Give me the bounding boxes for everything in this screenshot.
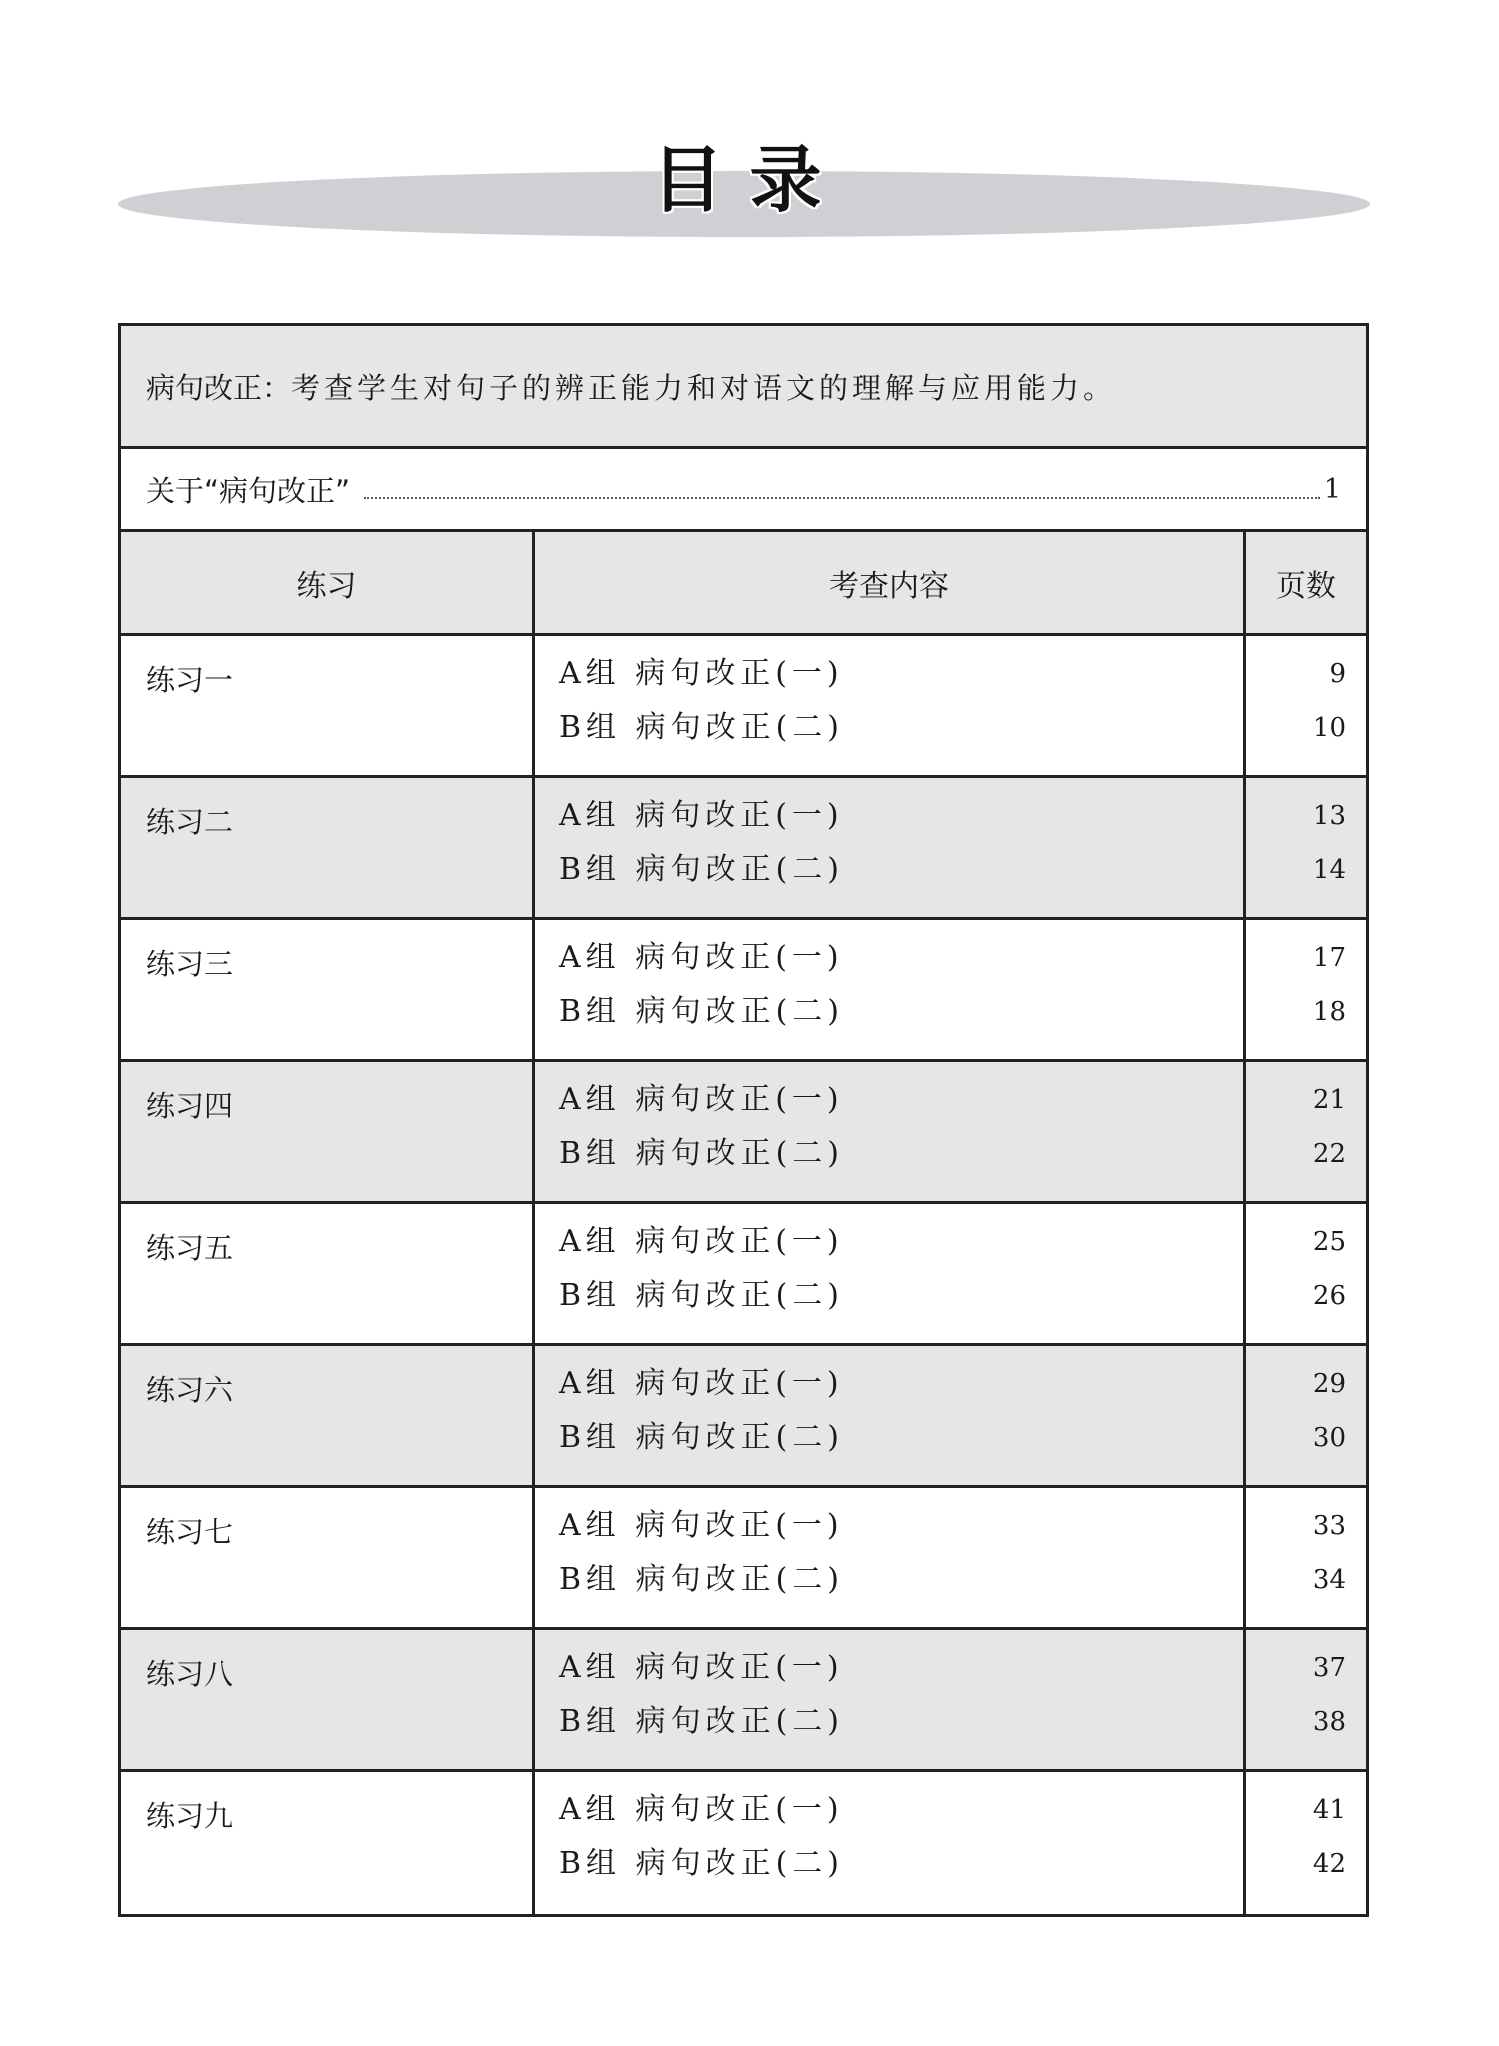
content-item-b[interactable]: B组 病句改正(二) [559,1562,844,1597]
exercise-pages [1246,920,1366,1059]
page-title: 目录 [651,138,848,222]
table-row [121,1488,1366,1630]
table-row [121,1630,1366,1772]
page-number-a: 29 [1312,1369,1346,1399]
exercise-contents [535,1772,1246,1914]
content-item-b[interactable]: B组 病句改正(二) [559,1278,844,1313]
toc-entry-page: 1 [1323,473,1341,505]
exercise-contents [535,1062,1246,1201]
exercise-contents [535,920,1246,1059]
dot-leader [364,479,1320,499]
page-number-b: 14 [1312,855,1346,885]
exercise-pages [1246,1346,1366,1485]
exercise-name: 练习六 [121,1346,535,1485]
exercise-name: 练习二 [121,778,535,917]
page-number-b: 18 [1312,997,1346,1027]
page-number-a: 13 [1312,801,1346,831]
content-item-a[interactable]: A组 病句改正(一) [559,656,844,691]
page-number-b: 30 [1312,1423,1346,1453]
exercise-contents [535,1488,1246,1627]
content-item-b[interactable]: B组 病句改正(二) [559,710,844,745]
toc-entry-intro[interactable] [121,449,1366,532]
exercise-name: 练习四 [121,1062,535,1201]
exercise-pages [1246,1062,1366,1201]
exercise-contents [535,1346,1246,1485]
content-item-b[interactable]: B组 病句改正(二) [559,1846,844,1881]
page-number-a: 25 [1312,1227,1346,1257]
section-description [121,326,1366,449]
exercise-contents [535,1630,1246,1769]
header-content: 考查内容 [535,532,1246,633]
table-row [121,1204,1366,1346]
page-number-a: 33 [1312,1511,1346,1541]
section-description-text: 考查学生对句子的辨正能力和对语文的理解与应用能力。 [291,370,1117,405]
section-lead: 病句改正： [146,370,292,405]
page-number-a: 21 [1312,1085,1346,1115]
content-item-b[interactable]: B组 病句改正(二) [559,852,844,887]
header-page: 页数 [1276,568,1336,604]
toc-entry-label: 关于“病句改正” [146,473,351,508]
page-number-b: 34 [1312,1565,1346,1595]
exercise-contents [535,636,1246,775]
exercise-name: 练习八 [121,1630,535,1769]
content-item-b[interactable]: B组 病句改正(二) [559,1136,844,1171]
content-item-b[interactable]: B组 病句改正(二) [559,1420,844,1455]
exercise-contents [535,778,1246,917]
content-item-a[interactable]: A组 病句改正(一) [559,1650,844,1685]
page-number-a: 41 [1312,1795,1346,1825]
exercise-name: 练习一 [121,636,535,775]
exercise-name: 练习七 [121,1488,535,1627]
exercise-pages [1246,1772,1366,1914]
page-number-b: 22 [1312,1139,1346,1169]
table-row [121,1346,1366,1488]
page-number-a: 17 [1312,943,1346,973]
page-number-b: 42 [1312,1849,1346,1879]
exercise-pages [1246,1630,1366,1769]
page-number-b: 10 [1312,713,1346,743]
content-item-a[interactable]: A组 病句改正(一) [559,1508,844,1543]
table-header [121,532,1366,636]
content-item-a[interactable]: A组 病句改正(一) [559,940,844,975]
exercise-pages [1246,636,1366,775]
page-number-a: 37 [1312,1653,1346,1683]
content-item-a[interactable]: A组 病句改正(一) [559,1366,844,1401]
content-item-b[interactable]: B组 病句改正(二) [559,1704,844,1739]
toc-table [118,323,1369,1917]
table-row [121,1772,1366,1914]
exercise-name: 练习三 [121,920,535,1059]
content-item-a[interactable]: A组 病句改正(一) [559,1792,844,1827]
exercise-name: 练习五 [121,1204,535,1343]
exercise-pages [1246,778,1366,917]
content-item-a[interactable]: A组 病句改正(一) [559,1224,844,1259]
table-row [121,1062,1366,1204]
exercise-name: 练习九 [121,1772,535,1914]
exercise-pages [1246,1204,1366,1343]
table-row [121,920,1366,1062]
page-number-b: 38 [1312,1707,1346,1737]
page-number-a: 9 [1329,659,1346,689]
content-item-a[interactable]: A组 病句改正(一) [559,798,844,833]
exercise-pages [1246,1488,1366,1627]
page-number-b: 26 [1312,1281,1346,1311]
content-item-a[interactable]: A组 病句改正(一) [559,1082,844,1117]
exercise-contents [535,1204,1246,1343]
content-item-b[interactable]: B组 病句改正(二) [559,994,844,1029]
table-row [121,636,1366,778]
header-exercise: 练习 [121,532,535,633]
table-row [121,778,1366,920]
